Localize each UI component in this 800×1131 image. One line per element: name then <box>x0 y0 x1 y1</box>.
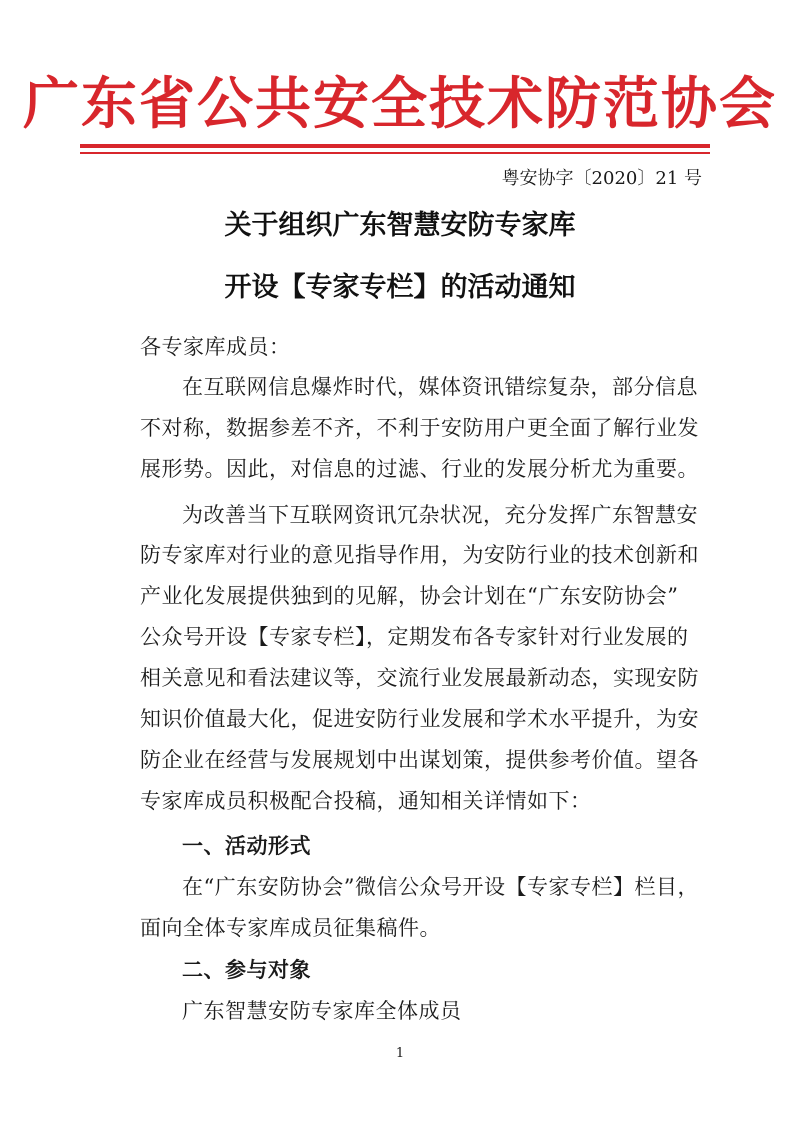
document-number: 粤安协字〔2020〕21 号 <box>501 168 702 189</box>
paragraph-line: 广东智慧安防专家库全体成员 <box>182 999 462 1023</box>
section-heading: 一、活动形式 <box>182 834 311 858</box>
document-title-line-2: 开设【专家专栏】的活动通知 <box>224 272 576 303</box>
paragraph-line: 防专家库对行业的意见指导作用，为安防行业的技术创新和 <box>140 543 699 567</box>
paragraph-line: 专家库成员积极配合投稿，通知相关详情如下： <box>140 789 592 813</box>
paragraph-line: 不对称，数据参差不齐，不利于安防用户更全面了解行业发 <box>140 416 699 440</box>
organization-name: 广东省公共安全技术防范协会 <box>23 71 777 137</box>
letterhead-rule-thick <box>80 144 710 148</box>
salutation: 各专家库成员： <box>140 335 291 359</box>
letterhead-rule-thin <box>80 152 710 154</box>
page-number: 1 <box>395 1046 405 1061</box>
paragraph-line: 面向全体专家库成员征集稿件。 <box>140 916 441 940</box>
paragraph-line: 知识价值最大化，促进安防行业发展和学术水平提升，为安 <box>140 707 699 731</box>
paragraph-line: 为改善当下互联网资讯冗杂状况，充分发挥广东智慧安 <box>182 503 698 527</box>
paragraph-line: 在互联网信息爆炸时代，媒体资讯错综复杂，部分信息 <box>182 375 698 399</box>
section-heading: 二、参与对象 <box>182 958 311 982</box>
paragraph-line: 相关意见和看法建议等，交流行业发展最新动态，实现安防 <box>140 666 699 690</box>
paragraph-line: 公众号开设【专家专栏】，定期发布各专家针对行业发展的 <box>140 625 689 649</box>
document-title-line-1: 关于组织广东智慧安防专家库 <box>224 210 576 241</box>
paragraph-line: 在“广东安防协会”微信公众号开设【专家专栏】栏目， <box>182 875 699 899</box>
paragraph-line: 产业化发展提供独到的见解，协会计划在“广东安防协会” <box>140 584 679 608</box>
paragraph-line: 展形势。因此，对信息的过滤、行业的发展分析尤为重要。 <box>140 457 699 481</box>
paragraph-line: 防企业在经营与发展规划中出谋划策，提供参考价值。望各 <box>140 748 699 772</box>
